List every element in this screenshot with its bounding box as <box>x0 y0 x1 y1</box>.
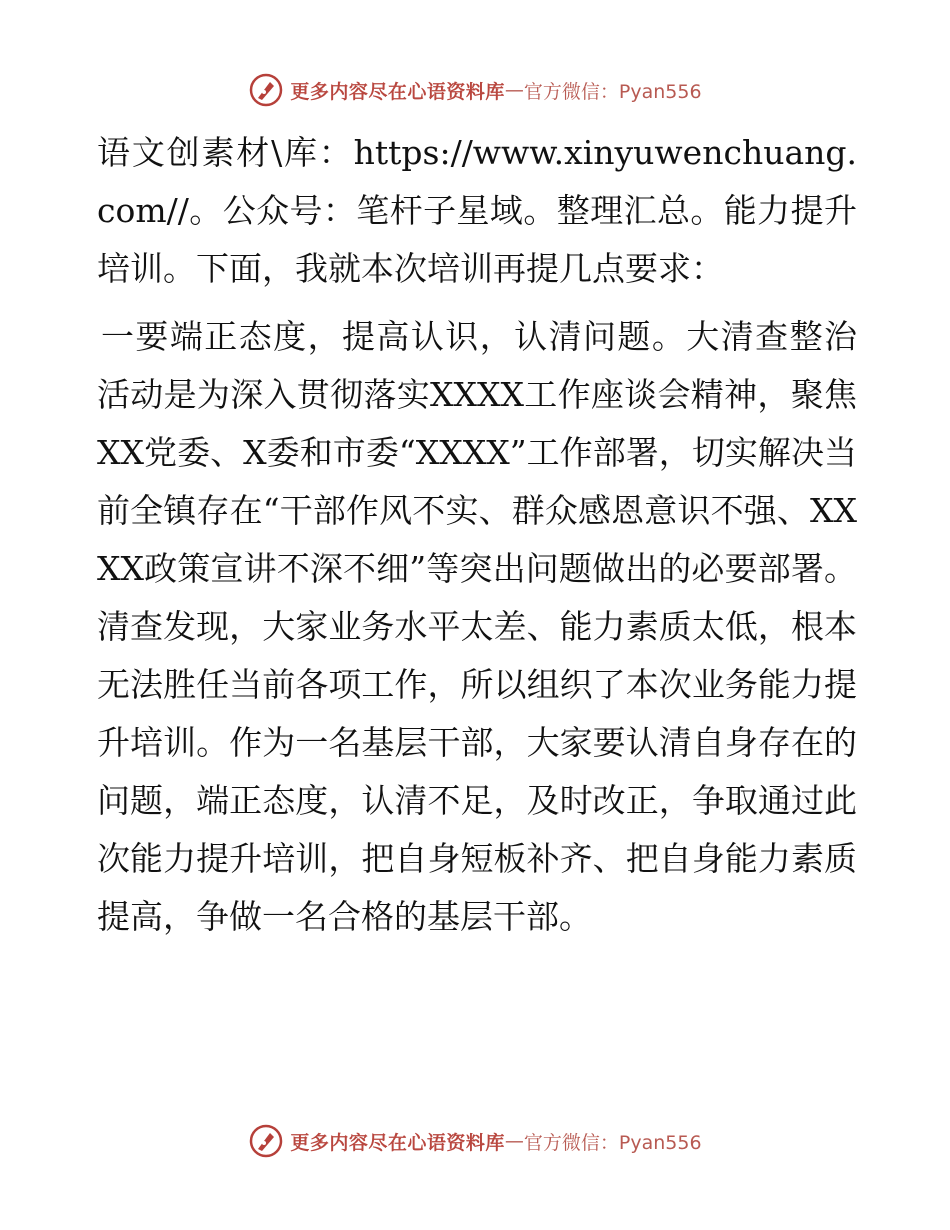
header-banner <box>0 70 950 110</box>
banner-title: 更多内容尽在心语资料库 <box>290 80 505 103</box>
pen-nib-logo-icon <box>248 72 284 108</box>
banner-separator: — <box>504 1130 524 1152</box>
banner-contact: 官方微信：Pyan556 <box>523 1131 702 1154</box>
footer-banner <box>0 1121 950 1161</box>
paragraph-intro: 语文创素材\库：https://www.xinyuwenchuang.com//。公众号：笔杆子星域。整理汇总。能力提升培训。下面，我就本次培训再提几点要求： <box>97 133 857 288</box>
banner-separator: — <box>504 79 524 101</box>
banner-title: 更多内容尽在心语资料库 <box>290 1131 505 1154</box>
paragraph-requirement-one: 一要端正态度，提高认识，认清问题。大清查整治活动是为深入贯彻落实XXXX工作座谈会精神，聚焦XX党委、X委和市委“XXXX”工作部署，切实解决当前全镇存在“干部作风不实、群众感恩意识不强、XXXX政策宣讲不深不细”等突出问题做出的必要部署。清查发现，大家业务水平太差、能力素质太低，根本无法胜任当前各项工作，所以组织了本次业务能力提升培训。作为一名基层干部，大家要认清自身存在的问题，端正态度，认清不足，及时改正，争取通过此次能力提升培训，把自身短板补齐、把自身能力素质提高，争做一名合格的基层干部。 <box>97 317 857 936</box>
document-body <box>97 124 857 946</box>
banner-contact: 官方微信：Pyan556 <box>523 80 702 103</box>
pen-nib-logo-icon <box>248 1123 284 1159</box>
